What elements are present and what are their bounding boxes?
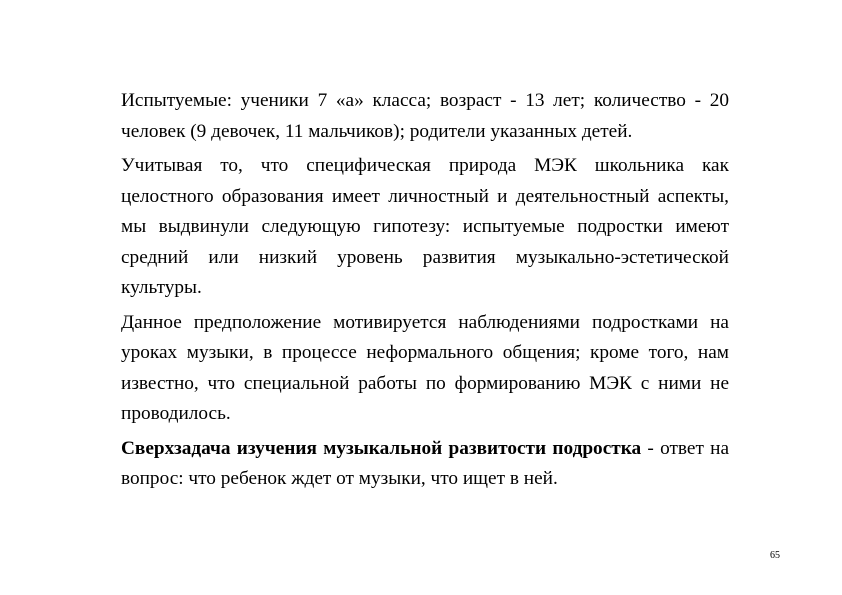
- paragraph-super-task: [121, 434, 729, 495]
- document-body: [121, 86, 729, 499]
- paragraph-assumption: Данное предположение мотивируется наблюдениями подростками на уроках музыки, в процессе неформального общения; кроме того, нам известно, что специальной работы по формированию МЭК с ними не проводилось.: [121, 311, 729, 424]
- super-task-bold-phrase: Сверхзадача изучения музыкальной развитости подростка: [121, 437, 642, 459]
- paragraph-subjects: Испытуемые: ученики 7 «а» класса; возраст - 13 лет; количество - 20 человек (9 девочек, 11 мальчиков); родители указанных детей.: [121, 90, 729, 142]
- super-task-rest: - ответ на вопрос: что ребенок ждет от музыки, что ищет в ней.: [121, 437, 729, 489]
- page-number: 65: [770, 550, 780, 561]
- paragraph-hypothesis: Учитывая то, что специфическая природа МЭК школьника как целостного образования имеет личностный и деятельностный аспекты, мы выдвинули следующую гипотезу: испытуемые подростки имеют средний или низкий уровень развития музыкально-эстетической культуры.: [121, 155, 729, 298]
